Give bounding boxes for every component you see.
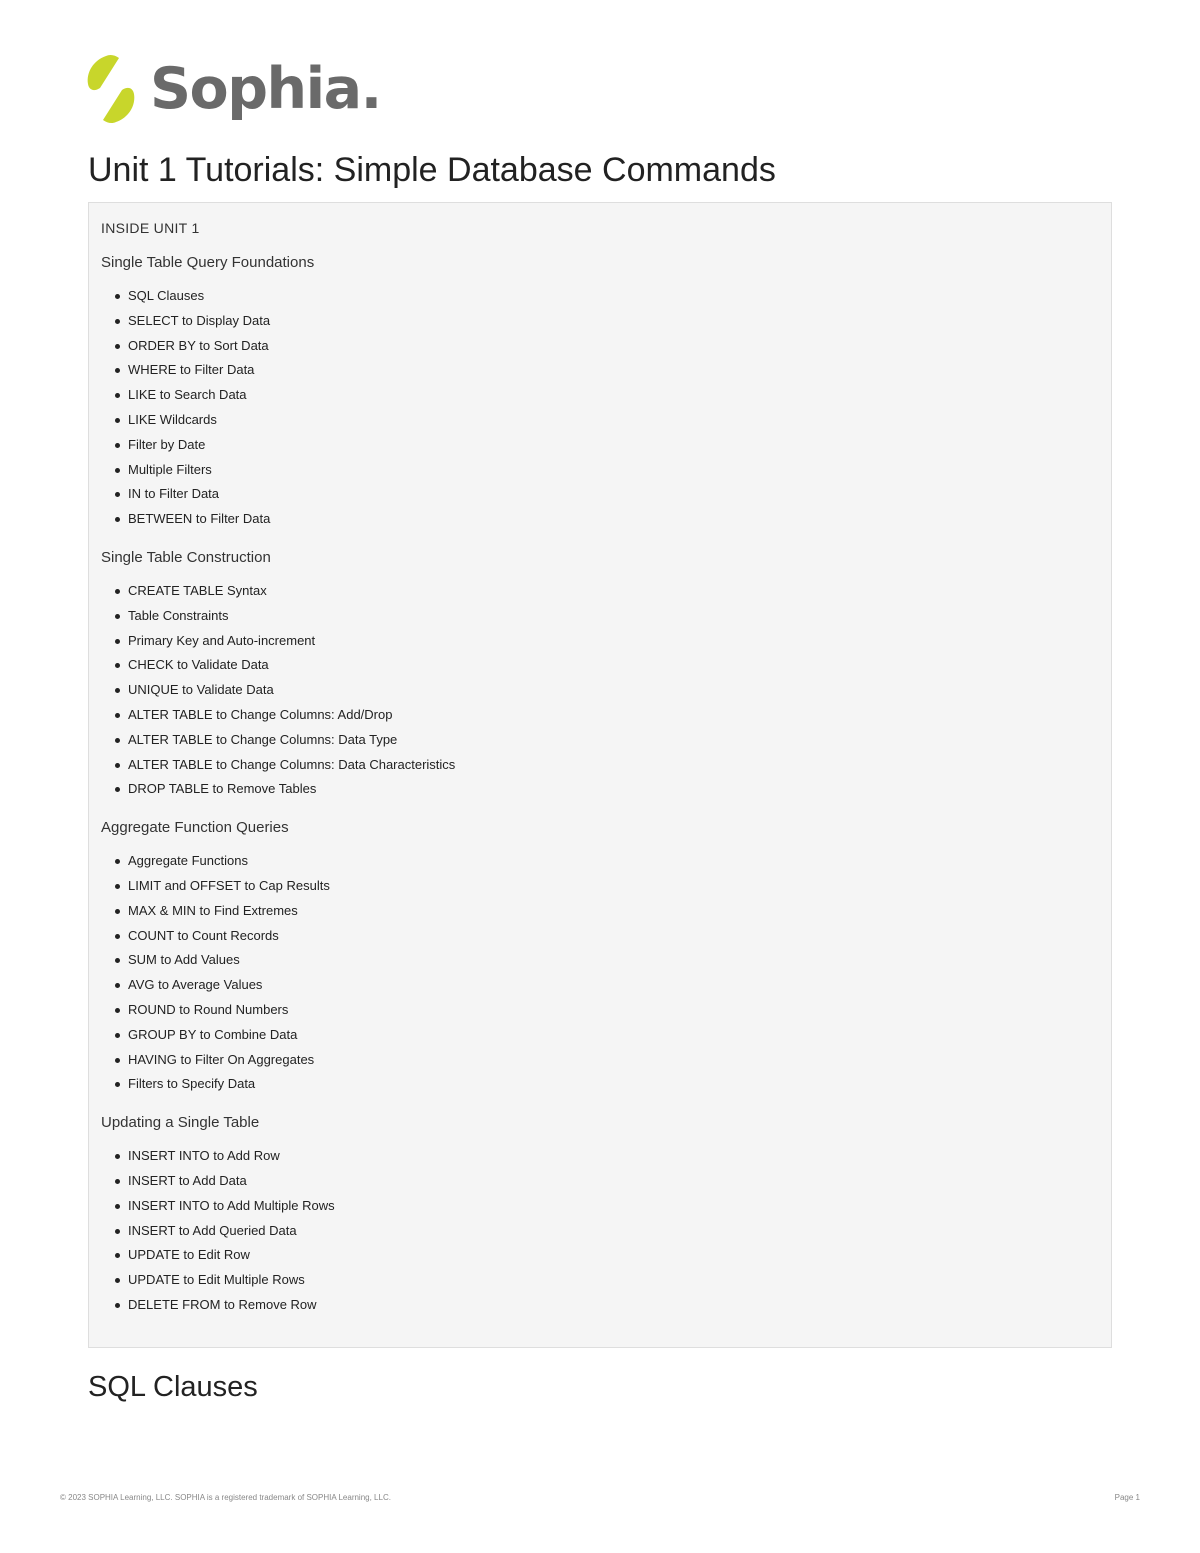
toc-link-item[interactable]: HAVING to Filter On Aggregates — [101, 1048, 1099, 1073]
toc-section — [101, 548, 1099, 802]
toc-link-item[interactable]: DELETE FROM to Remove Row — [101, 1293, 1099, 1318]
section-heading: SQL Clauses — [88, 1371, 258, 1403]
toc-section-title: Updating a Single Table — [101, 1114, 260, 1132]
toc-link-item[interactable]: INSERT INTO to Add Multiple Rows — [101, 1194, 1099, 1219]
toc-link-item[interactable]: SELECT to Display Data — [101, 309, 1099, 334]
toc-link-item[interactable]: SUM to Add Values — [101, 948, 1099, 973]
toc-link-item[interactable]: Multiple Filters — [101, 458, 1099, 483]
toc-link-item[interactable]: INSERT to Add Data — [101, 1169, 1099, 1194]
toc-link-item[interactable]: GROUP BY to Combine Data — [101, 1023, 1099, 1048]
toc-link-item[interactable]: Filter by Date — [101, 433, 1099, 458]
toc-section-title: Single Table Query Foundations — [101, 254, 315, 271]
toc-link-item[interactable]: COUNT to Count Records — [101, 924, 1099, 949]
footer-copyright: © 2023 SOPHIA Learning, LLC. SOPHIA is a registered trademark of SOPHIA Learning, LLC. — [60, 1493, 391, 1502]
footer-page-number: Page 1 — [1114, 1493, 1140, 1502]
toc-link-item[interactable]: SQL Clauses — [101, 284, 1099, 309]
toc-link-item[interactable]: Aggregate Functions — [101, 849, 1099, 874]
toc-link-item[interactable]: INSERT INTO to Add Row — [101, 1144, 1099, 1169]
toc-list — [101, 849, 1099, 1097]
toc-link-item[interactable]: CHECK to Validate Data — [101, 653, 1099, 678]
toc-link-item[interactable]: UPDATE to Edit Multiple Rows — [101, 1268, 1099, 1293]
toc-link-item[interactable]: IN to Filter Data — [101, 482, 1099, 507]
toc-link-item[interactable]: Primary Key and Auto-increment — [101, 629, 1099, 654]
toc-link-item[interactable]: INSERT to Add Queried Data — [101, 1219, 1099, 1244]
toc-section-title: Aggregate Function Queries — [101, 819, 289, 837]
sophia-s-logo-icon — [86, 54, 136, 124]
unit-contents-box — [88, 202, 1112, 1348]
toc-link-item[interactable]: DROP TABLE to Remove Tables — [101, 777, 1099, 802]
toc-link-item[interactable]: UNIQUE to Validate Data — [101, 678, 1099, 703]
toc-section — [101, 253, 1099, 532]
toc-link-item[interactable]: BETWEEN to Filter Data — [101, 507, 1099, 532]
toc-link-item[interactable]: LIMIT and OFFSET to Cap Results — [101, 874, 1099, 899]
toc-link-item[interactable]: Filters to Specify Data — [101, 1072, 1099, 1097]
toc-link-item[interactable]: Table Constraints — [101, 604, 1099, 629]
toc-section-title: Single Table Construction — [101, 548, 271, 566]
toc-link-item[interactable]: CREATE TABLE Syntax — [101, 579, 1099, 604]
sophia-logo — [86, 54, 381, 124]
toc-sections — [101, 253, 1099, 1318]
toc-link-item[interactable]: AVG to Average Values — [101, 973, 1099, 998]
toc-link-item[interactable]: ALTER TABLE to Change Columns: Add/Drop — [101, 703, 1099, 728]
toc-link-item[interactable]: ROUND to Round Numbers — [101, 998, 1099, 1023]
logo-wordmark: Sophia. — [150, 56, 381, 122]
toc-section — [101, 818, 1099, 1097]
toc-list — [101, 1144, 1099, 1318]
toc-list — [101, 579, 1099, 802]
toc-link-item[interactable]: ALTER TABLE to Change Columns: Data Characteristics — [101, 753, 1099, 778]
toc-list — [101, 284, 1099, 532]
toc-link-item[interactable]: ALTER TABLE to Change Columns: Data Type — [101, 728, 1099, 753]
toc-link-item[interactable]: LIKE Wildcards — [101, 408, 1099, 433]
toc-section — [101, 1113, 1099, 1318]
toc-heading: INSIDE UNIT 1 — [101, 220, 200, 236]
toc-link-item[interactable]: MAX & MIN to Find Extremes — [101, 899, 1099, 924]
toc-link-item[interactable]: ORDER BY to Sort Data — [101, 334, 1099, 359]
toc-link-item[interactable]: UPDATE to Edit Row — [101, 1243, 1099, 1268]
toc-link-item[interactable]: WHERE to Filter Data — [101, 358, 1099, 383]
toc-link-item[interactable]: LIKE to Search Data — [101, 383, 1099, 408]
page-title: Unit 1 Tutorials: Simple Database Commands — [88, 151, 776, 189]
